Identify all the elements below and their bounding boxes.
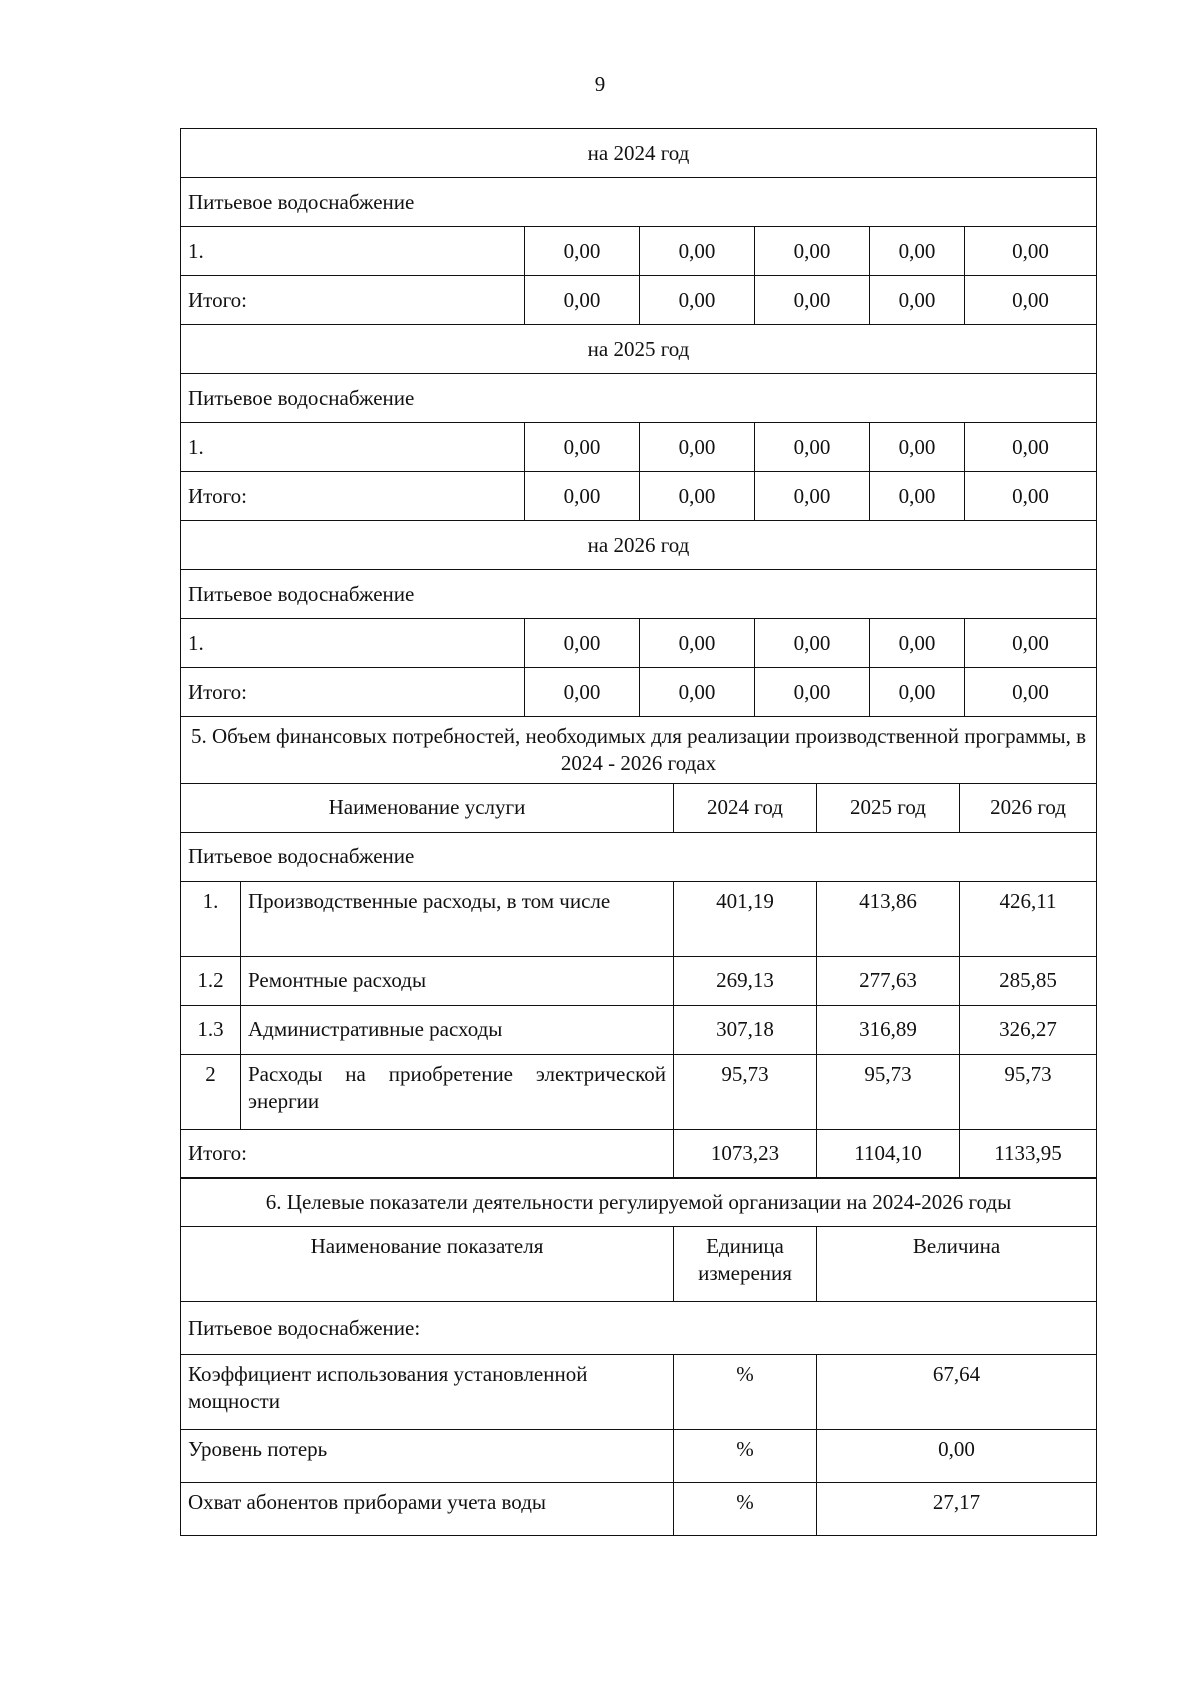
value-cell: 0,00: [965, 668, 1097, 717]
table-row: [181, 472, 1097, 521]
value-cell: 0,00: [640, 619, 755, 668]
row-number: 1.3: [181, 1005, 241, 1054]
row-label: 1.: [181, 423, 525, 472]
table-header-row: [181, 1227, 1097, 1302]
value-cell: 0,00: [640, 227, 755, 276]
value-cell: 307,18: [674, 1005, 817, 1054]
column-header: Единица измерения: [674, 1227, 817, 1302]
table-row: [181, 276, 1097, 325]
value-cell: 0,00: [965, 276, 1097, 325]
yearly-values-table: [180, 128, 1097, 717]
table-row: [181, 1355, 1097, 1430]
row-name: Административные расходы: [241, 1005, 674, 1054]
value-cell: 0,00: [525, 619, 640, 668]
value-cell: 326,27: [960, 1005, 1097, 1054]
value-cell: 95,73: [817, 1054, 960, 1129]
value-cell: 316,89: [817, 1005, 960, 1054]
service-label: Питьевое водоснабжение: [181, 570, 1097, 619]
total-value: 1104,10: [817, 1129, 960, 1178]
column-header: 2024 год: [674, 783, 817, 832]
table-row: [181, 1483, 1097, 1536]
indicator-name: Уровень потерь: [181, 1430, 674, 1483]
value-cell: 0,00: [525, 227, 640, 276]
indicator-name: Охват абонентов приборами учета воды: [181, 1483, 674, 1536]
row-label: Итого:: [181, 668, 525, 717]
table-row: [181, 668, 1097, 717]
value-cell: 426,11: [960, 881, 1097, 956]
row-number: 1.2: [181, 956, 241, 1005]
total-label: Итого:: [181, 1129, 674, 1178]
service-label: Питьевое водоснабжение: [181, 178, 1097, 227]
value-cell: 0,00: [755, 423, 870, 472]
document-body: [180, 128, 1096, 1536]
value-cell: 0,00: [755, 668, 870, 717]
value-cell: 285,85: [960, 956, 1097, 1005]
service-label: Питьевое водоснабжение:: [181, 1302, 1097, 1355]
table-header-row: [181, 783, 1097, 832]
service-label: Питьевое водоснабжение: [181, 832, 1097, 881]
unit-cell: %: [674, 1483, 817, 1536]
value-cell: 0,00: [525, 472, 640, 521]
column-header: Наименование показателя: [181, 1227, 674, 1302]
table-row: [181, 619, 1097, 668]
row-label: Итого:: [181, 472, 525, 521]
year-header-2024: на 2024 год: [181, 129, 1097, 178]
value-cell: 0,00: [640, 668, 755, 717]
value-cell: 0,00: [965, 227, 1097, 276]
section-title: 5. Объем финансовых потребностей, необходимых для реализации производственной программы, в 2024 - 2026 годах: [181, 716, 1097, 783]
value-cell: 0,00: [640, 276, 755, 325]
value-cell: 0,00: [870, 423, 965, 472]
row-label: Итого:: [181, 276, 525, 325]
row-name: Ремонтные расходы: [241, 956, 674, 1005]
row-number: 2: [181, 1054, 241, 1129]
year-header-2026: на 2026 год: [181, 521, 1097, 570]
value-cell: 0,00: [870, 668, 965, 717]
row-name: Расходы на приобретение электрической энергии: [241, 1054, 674, 1129]
row-label: 1.: [181, 619, 525, 668]
value-cell: 0,00: [870, 227, 965, 276]
value-cell: 0,00: [640, 472, 755, 521]
total-value: 1133,95: [960, 1129, 1097, 1178]
value-cell: 277,63: [817, 956, 960, 1005]
row-number: 1.: [181, 881, 241, 956]
value-cell: 269,13: [674, 956, 817, 1005]
value-cell: 0,00: [525, 668, 640, 717]
value-cell: 0,00: [525, 423, 640, 472]
row-label: 1.: [181, 227, 525, 276]
total-row: [181, 1129, 1097, 1178]
value-cell: 95,73: [960, 1054, 1097, 1129]
table-row: [181, 1005, 1097, 1054]
value-cell: 0,00: [755, 276, 870, 325]
year-header-2025: на 2025 год: [181, 325, 1097, 374]
total-value: 1073,23: [674, 1129, 817, 1178]
table-row: [181, 227, 1097, 276]
table-row: [181, 956, 1097, 1005]
column-header: 2026 год: [960, 783, 1097, 832]
value-cell: 0,00: [525, 276, 640, 325]
table-row: [181, 881, 1097, 956]
value-cell: 0,00: [755, 227, 870, 276]
column-header: Величина: [817, 1227, 1097, 1302]
service-label: Питьевое водоснабжение: [181, 374, 1097, 423]
value-cell: 0,00: [870, 472, 965, 521]
value-cell: 95,73: [674, 1054, 817, 1129]
value-cell: 0,00: [817, 1430, 1097, 1483]
unit-cell: %: [674, 1355, 817, 1430]
financial-needs-table: [180, 716, 1097, 1179]
target-indicators-table: [180, 1177, 1097, 1536]
value-cell: 0,00: [755, 472, 870, 521]
value-cell: 0,00: [965, 619, 1097, 668]
value-cell: 0,00: [870, 276, 965, 325]
column-header: 2025 год: [817, 783, 960, 832]
value-cell: 0,00: [870, 619, 965, 668]
value-cell: 0,00: [965, 423, 1097, 472]
value-cell: 0,00: [755, 619, 870, 668]
value-cell: 413,86: [817, 881, 960, 956]
value-cell: 27,17: [817, 1483, 1097, 1536]
value-cell: 0,00: [640, 423, 755, 472]
page-number: 9: [594, 72, 606, 96]
value-cell: 0,00: [965, 472, 1097, 521]
row-name: Производственные расходы, в том числе: [241, 881, 674, 956]
value-cell: 401,19: [674, 881, 817, 956]
value-cell: 67,64: [817, 1355, 1097, 1430]
indicator-name: Коэффициент использования установленной мощности: [181, 1355, 674, 1430]
section-title: 6. Целевые показатели деятельности регулируемой организации на 2024-2026 годы: [181, 1178, 1097, 1227]
unit-cell: %: [674, 1430, 817, 1483]
column-header: Наименование услуги: [181, 783, 674, 832]
table-row: [181, 423, 1097, 472]
table-row: [181, 1430, 1097, 1483]
table-row: [181, 1054, 1097, 1129]
